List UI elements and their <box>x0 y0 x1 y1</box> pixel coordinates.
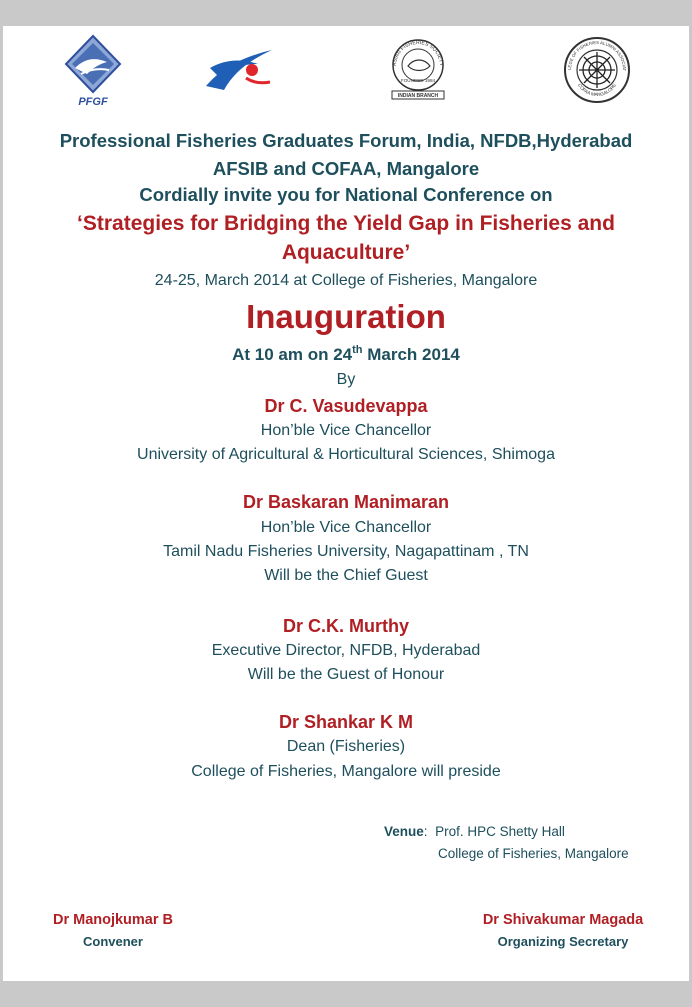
dignitary-detail: Tamil Nadu Fisheries University, Nagapattinam , TN <box>163 543 529 560</box>
inauguration-heading: Inauguration <box>246 298 446 335</box>
asian-fisheries-society-logo <box>386 36 450 100</box>
convener-name: Dr Manojkumar B <box>52 912 174 928</box>
conference-dates: 24-25, March 2014 at College of Fisheries, Mangalore <box>154 272 538 289</box>
organizers-line-2: AFSIB and COFAA, Mangalore <box>212 158 480 179</box>
convener-signature <box>33 912 193 949</box>
invite-line: Cordially invite you for National Conference on <box>139 184 553 205</box>
dignitary-detail: Executive Director, NFDB, Hyderabad <box>211 642 481 659</box>
dignitary-detail: University of Agricultural & Horticultural Sciences, Shimoga <box>137 446 555 463</box>
dignitary-name: Dr Shankar K M <box>278 712 414 732</box>
organizing-secretary-title: Organizing Secretary <box>497 934 629 949</box>
dignitary-detail: College of Fisheries, Mangalore will preside <box>191 763 501 780</box>
conference-title-line-1: ‘Strategies for Bridging the Yield Gap in Fisheries and <box>77 212 615 235</box>
cofaa-logo <box>563 36 631 104</box>
invitation-page <box>3 26 689 981</box>
by-label: By <box>336 371 356 388</box>
afs-ring-text: ASIAN FISHERIES SOCIETY <box>391 39 445 67</box>
time-ordinal: th <box>352 344 363 356</box>
afs-founded-text: FOUNDED 1984 <box>400 78 436 83</box>
cofaa-place-text: COFAA MANGALORE <box>576 82 618 98</box>
venue-location: College of Fisheries, Mangalore <box>438 846 629 861</box>
bottom-frame-bar <box>0 981 692 1007</box>
convener-title: Convener <box>83 934 143 949</box>
pfgf-logo-text: PFGF <box>78 96 108 108</box>
dignitary-role: Will be the Chief Guest <box>264 567 428 584</box>
dignitary-name: Dr Baskaran Manimaran <box>242 492 450 512</box>
venue-label: Venue <box>384 824 424 839</box>
time-prefix: At 10 am on 24 <box>232 345 353 364</box>
organizers-line-1: Professional Fisheries Graduates Forum, India, NFDB,Hyderabad <box>59 130 633 151</box>
nfdb-logo <box>200 40 278 96</box>
dignitary-detail: Hon’ble Vice Chancellor <box>260 422 432 439</box>
dignitary-detail: Hon’ble Vice Chancellor <box>260 519 432 536</box>
inauguration-time <box>3 344 689 365</box>
venue-block <box>384 824 565 839</box>
organizing-secretary-signature <box>463 912 663 949</box>
dignitary-name: Dr C. Vasudevappa <box>264 396 428 416</box>
venue-colon: : <box>423 824 428 839</box>
top-frame-bar <box>0 0 692 26</box>
organizing-secretary-name: Dr Shivakumar Magada <box>482 912 644 928</box>
dignitary-name: Dr C.K. Murthy <box>283 616 409 636</box>
dignitary-role: Will be the Guest of Honour <box>247 666 445 683</box>
dignitary-detail: Dean (Fisheries) <box>286 738 406 755</box>
time-suffix: March 2014 <box>362 345 460 364</box>
venue-hall: Prof. HPC Shetty Hall <box>435 824 565 839</box>
conference-title-line-2: Aquaculture’ <box>281 241 411 264</box>
pfgf-logo <box>63 34 123 108</box>
cofaa-ring-text: LEGE OF FISHERIES ALUMNI ASSOCIAT <box>566 39 628 72</box>
afs-branch-text: INDIAN BRANCH <box>397 93 439 100</box>
